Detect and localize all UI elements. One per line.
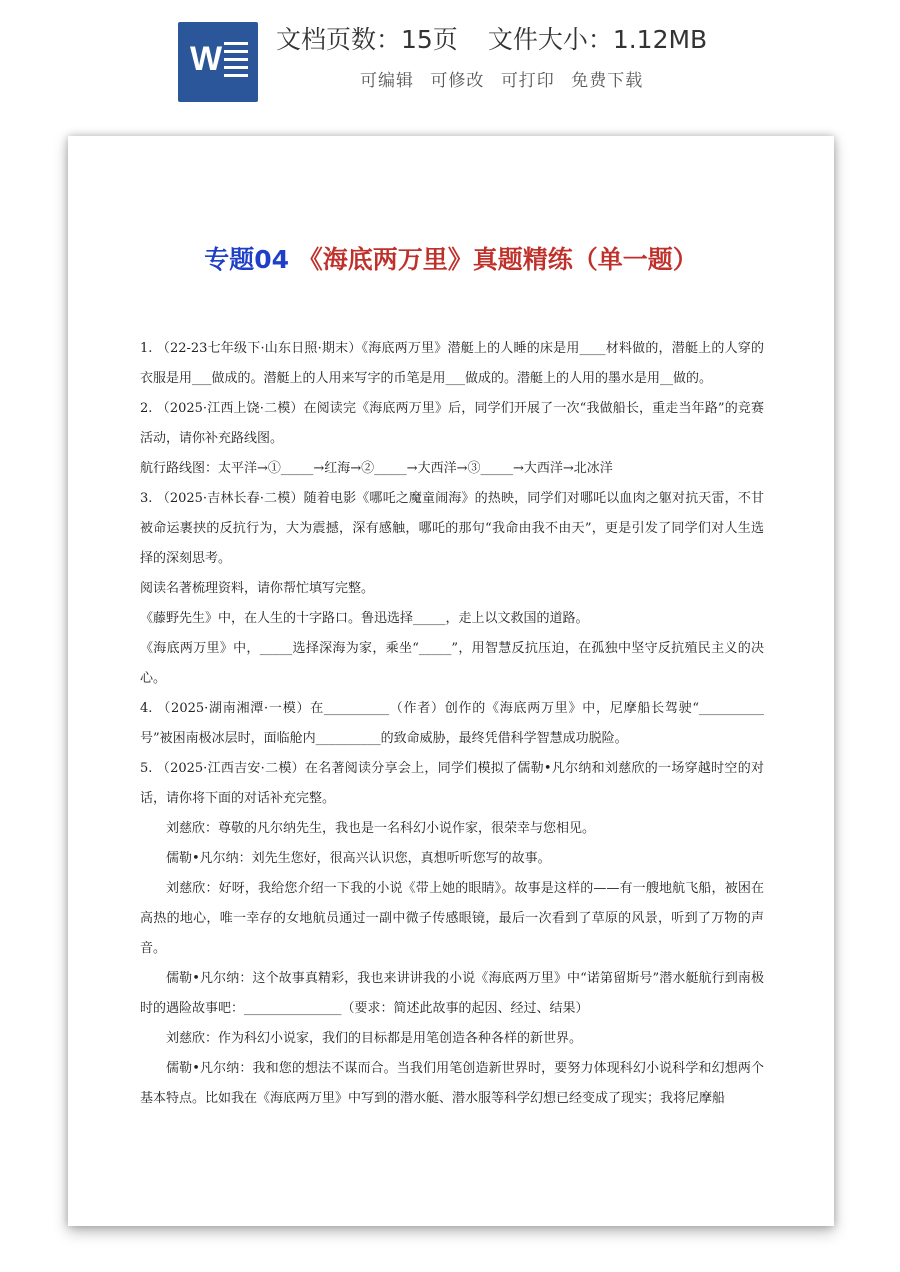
question-5: 5. （2025·江西吉安·二模）在名著阅读分享会上，同学们模拟了儒勒•凡尔纳和刘慈欣的一场穿越时空的对话，请你将下面的对话补充完整。 bbox=[140, 761, 764, 806]
title-main: 《海底两万里》真题精练（单一题） bbox=[297, 245, 698, 274]
page-count-label: 文档页数：15页 bbox=[276, 25, 458, 54]
document-body bbox=[140, 334, 764, 1114]
feature-printable: 可打印 bbox=[500, 71, 555, 91]
feature-editable: 可编辑 bbox=[360, 71, 414, 91]
document-info-header bbox=[0, 0, 900, 120]
dialogue-line: 儒勒•凡尔纳：这个故事真精彩，我也来讲讲我的小说《海底两万里》中“诺第留斯号”潜水艇航行到南极时的遇险故事吧：_______________（要求：简述此故事的起因、经过、结果） bbox=[140, 971, 764, 1016]
document-meta bbox=[276, 20, 707, 56]
feature-modifiable: 可修改 bbox=[430, 71, 485, 91]
dialogue-line: 刘慈欣：尊敬的凡尔纳先生，我也是一名科幻小说作家，很荣幸与您相见。 bbox=[166, 821, 596, 836]
word-document-icon: W bbox=[178, 22, 258, 102]
question-3-item-2: 《海底两万里》中，_____选择深海为家，乘坐“_____”，用智慧反抗压迫，在孤独中坚守反抗殖民主义的决心。 bbox=[140, 641, 764, 686]
question-3: 3. （2025·吉林长春·二模）随着电影《哪吒之魔童闹海》的热映，同学们对哪吒以血肉之躯对抗天雷，不甘被命运裹挟的反抗行为，大为震撼，深有感触，哪吒的那句“我命由我不由天”，更是引发了同学们对人生选择的深刻思考。 bbox=[140, 491, 764, 566]
dialogue-line: 刘慈欣：作为科幻小说家，我们的目标都是用笔创造各种各样的新世界。 bbox=[166, 1031, 583, 1046]
feature-free-download: 免费下载 bbox=[571, 71, 644, 91]
document-page bbox=[68, 136, 834, 1226]
dialogue-line: 儒勒•凡尔纳：刘先生您好，很高兴认识您，真想听听您写的故事。 bbox=[166, 851, 551, 866]
route-map-line: 航行路线图：太平洋→①_____→红海→②_____→大西洋→③_____→大西洋→北冰洋 bbox=[140, 461, 613, 476]
question-3-item-1: 《藤野先生》中，在人生的十字路口。鲁迅选择_____，走上以文救国的道路。 bbox=[140, 611, 589, 626]
question-4: 4. （2025·湖南湘潭·一模）在__________（作者）创作的《海底两万里》中，尼摩船长驾驶“__________号”被困南极冰层时，面临舱内__________的致命威胁，最终凭借科学智慧成功脱险。 bbox=[140, 701, 764, 746]
question-2: 2. （2025·江西上饶·二模）在阅读完《海底两万里》后，同学们开展了一次“我做船长，重走当年路”的竞赛活动，请你补充路线图。 bbox=[140, 401, 764, 446]
feature-list bbox=[360, 66, 653, 91]
dialogue-line: 儒勒•凡尔纳：我和您的想法不谋而合。当我们用笔创造新世界时，要努力体现科幻小说科学和幻想两个基本特点。比如我在《海底两万里》中写到的潜水艇、潜水服等科学幻想已经变成了现实；我将尼摩船 bbox=[140, 1061, 764, 1106]
question-3-prompt: 阅读名著梳理资料，请你帮忙填写完整。 bbox=[140, 581, 375, 596]
dialogue-line: 刘慈欣：好呀，我给您介绍一下我的小说《带上她的眼睛》。故事是这样的——有一艘地航飞船，被困在高热的地心，唯一幸存的女地航员通过一副中微子传感眼镜，最后一次看到了草原的风景，听到了万物的声音。 bbox=[140, 881, 764, 956]
question-1: 1. （22-23七年级下·山东日照·期末）《海底两万里》潜艇上的人睡的床是用____材料做的，潜艇上的人穿的衣服是用___做成的。潜艇上的人用来写字的币笔是用___做成的。潜艇上的人用的墨水是用__做的。 bbox=[140, 341, 764, 386]
file-size-label: 文件大小：1.12MB bbox=[487, 25, 708, 54]
title-prefix: 专题04 bbox=[204, 245, 290, 274]
document-title bbox=[68, 240, 834, 276]
